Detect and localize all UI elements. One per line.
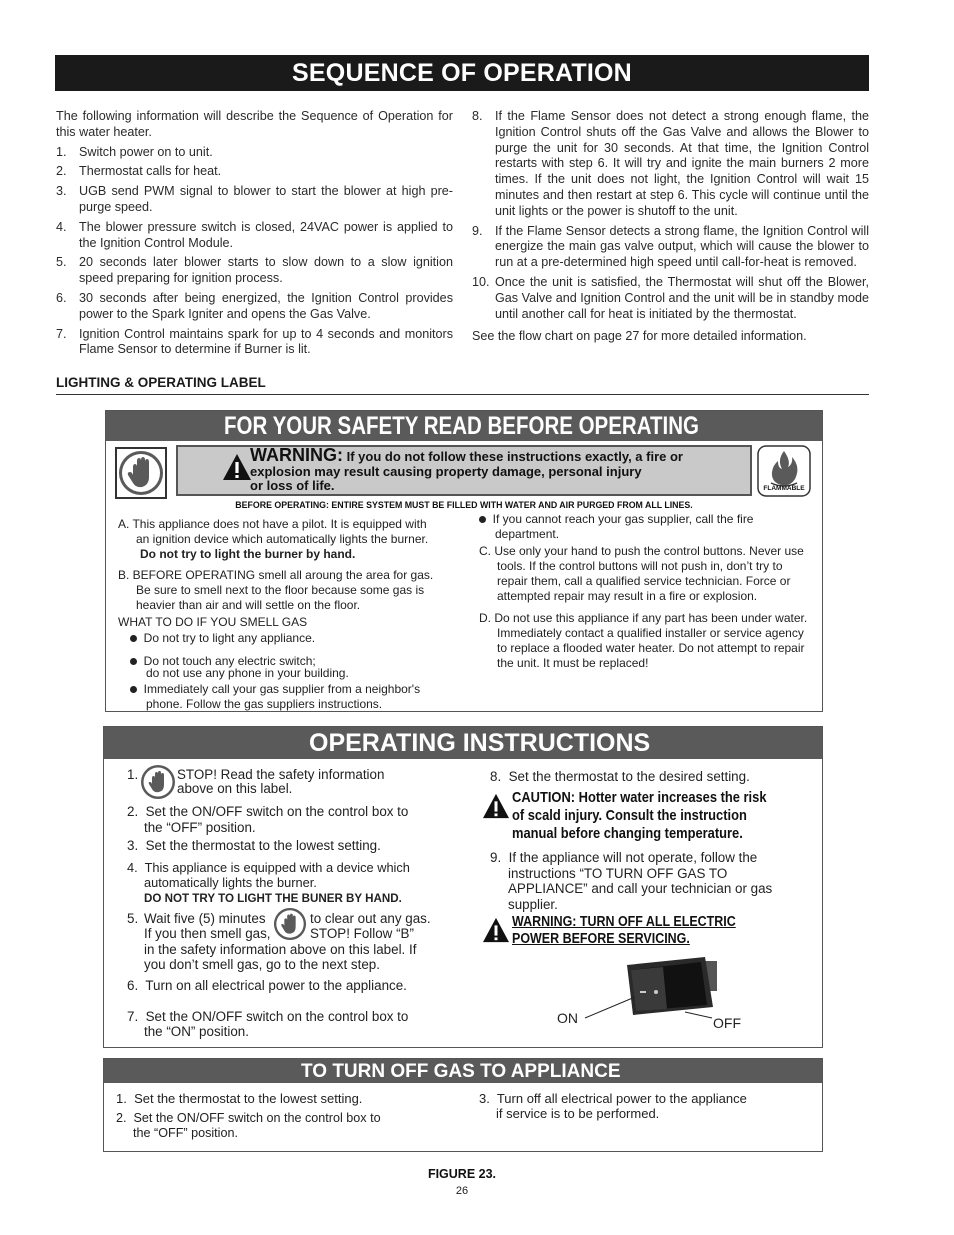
- caution-line-2: of scald injury. Consult the instruction: [512, 807, 747, 824]
- page-title: SEQUENCE OF OPERATION: [55, 55, 869, 91]
- sequence-right-column: [472, 109, 869, 345]
- step-text: Set the ON/OFF switch on the control box to: [133, 1111, 381, 1125]
- op-step-6: [127, 978, 457, 994]
- turn-off-left-steps: [116, 1091, 456, 1141]
- item-a-line1: A. This appliance does not have a pilot. It is equipped with: [118, 517, 427, 531]
- warning-line-3: or loss of life.: [250, 478, 335, 493]
- step-text: APPLIANCE” and call your technician or gas: [508, 881, 773, 896]
- warning-triangle-icon: [482, 917, 510, 948]
- bullet-dot: [130, 686, 137, 693]
- step-text: Wait five (5) minutes: [144, 911, 266, 926]
- service-warning-line-1: WARNING: TURN OFF ALL ELECTRIC: [512, 914, 736, 930]
- warning-line-2: explosion may result causing property damage, personal injury: [250, 463, 642, 479]
- bullet-2-line2: do not use any phone in your building.: [146, 666, 349, 680]
- operating-header-text: OPERATING INSTRUCTIONS: [309, 729, 651, 757]
- bullet-4-line2: department.: [495, 527, 560, 541]
- step-text: Set the ON/OFF switch on the control box to: [145, 1008, 409, 1024]
- switch-on-label: ON: [557, 1010, 578, 1026]
- step-text: UGB send PWM signal to blower to start the blower at high pre-purge speed.: [79, 184, 453, 214]
- rocker-switch-icon: [555, 945, 755, 1035]
- step-number: 6.: [127, 978, 139, 993]
- bullet-3-line2: phone. Follow the gas suppliers instructions.: [146, 697, 383, 711]
- step-number: 2.: [116, 1111, 127, 1125]
- step-number: 5.: [56, 255, 67, 270]
- step-text: Turn off all electrical power to the appliance: [496, 1091, 747, 1106]
- bullet-text: Do not touch any electric switch;: [143, 654, 316, 668]
- step-text: Switch power on to unit.: [79, 144, 213, 159]
- item-a-line2: an ignition device which automatically lights the burner.: [136, 532, 429, 546]
- step-text: instructions “TO TURN OFF GAS TO: [508, 865, 728, 881]
- sequence-step: [472, 224, 869, 271]
- caution-text: [512, 789, 808, 843]
- step-text: if service is to be performed.: [496, 1106, 660, 1121]
- turn-off-header-text: TO TURN OFF GAS TO APPLIANCE: [301, 1061, 621, 1082]
- bullet-dot: [130, 658, 137, 665]
- step-text: Set the thermostat to the desired setting.: [508, 769, 750, 784]
- step-text: the “ON” position.: [144, 1024, 249, 1039]
- item-d-line2: Immediately contact a qualified installer or service agency: [497, 626, 804, 640]
- item-c-line3: repair them, call a qualified service technician. Force or: [497, 574, 791, 588]
- flammable-label: FLAMMABLE: [763, 485, 805, 492]
- step-number: 3.: [56, 184, 67, 199]
- section-heading: LIGHTING & OPERATING LABEL: [56, 375, 266, 390]
- step-text: STOP! Follow “B”: [310, 926, 414, 941]
- step-number: 2.: [56, 164, 67, 179]
- caution-line-3: manual before changing temperature.: [512, 825, 743, 842]
- step-number: 9.: [490, 850, 502, 865]
- step-number: 4.: [127, 859, 138, 875]
- step-number: 10.: [472, 274, 490, 289]
- step-text: to clear out any gas.: [310, 911, 431, 926]
- stop-hand-icon: [140, 764, 176, 804]
- step-text: 20 seconds later blower starts to slow down to a slow ignition speed preparing for ignition process.: [79, 255, 453, 286]
- step-text: This appliance is equipped with a device which: [144, 859, 410, 875]
- sequence-step: [472, 275, 869, 322]
- step-text: automatically lights the burner.: [144, 875, 317, 890]
- step-number: 9.: [472, 223, 483, 238]
- op-step-8: [490, 769, 820, 785]
- safety-header: [106, 411, 822, 441]
- sequence-step: [56, 327, 453, 359]
- step-text: Thermostat calls for heat.: [79, 164, 222, 179]
- step-text: The blower pressure switch is closed, 24VAC power is applied to the Ignition Control Module.: [79, 219, 453, 250]
- step-number: 4.: [56, 219, 67, 234]
- step-text: DO NOT TRY TO LIGHT THE BUNER BY HAND.: [144, 891, 402, 905]
- sequence-left-column: [56, 109, 453, 358]
- bullet-dot: [479, 516, 486, 523]
- bullet-text: If you cannot reach your gas supplier, call the fire: [492, 512, 754, 526]
- bullet-item-3: [118, 682, 468, 697]
- safety-right-text: [479, 512, 819, 671]
- stop-hand-icon: [115, 447, 167, 499]
- section-divider: [56, 394, 869, 395]
- step-text: you don’t smell gas, go to the next step.: [144, 957, 380, 972]
- step-text: If the appliance will not operate, follow the: [508, 850, 758, 865]
- sequence-step: [56, 145, 453, 161]
- step-text: supplier.: [508, 896, 558, 912]
- step-number: 1.: [127, 767, 139, 782]
- item-b-line1: B. BEFORE OPERATING smell all aroung the area for gas.: [118, 568, 434, 582]
- step-text: Set the thermostat to the lowest setting.: [145, 838, 381, 853]
- bullet-item-4: [479, 512, 819, 527]
- switch-off-label: OFF: [713, 1015, 741, 1031]
- step-text: Turn on all electrical power to the appliance.: [145, 978, 407, 993]
- see-also-text: See the flow chart on page 27 for more detailed information.: [472, 329, 807, 344]
- step-number: 1.: [56, 144, 67, 159]
- step-text: Once the unit is satisfied, the Thermostat will shut off the Blower, Gas Valve and Ignition Control and the unit will be in standby mode until another call for heat is initiated by the thermostat.: [495, 274, 869, 321]
- bullet-text: Do not try to light any appliance.: [143, 631, 316, 645]
- step-number: 7.: [127, 1008, 139, 1024]
- turn-off-header: [104, 1059, 822, 1083]
- sequence-step: [56, 184, 453, 216]
- sequence-step: [56, 220, 453, 252]
- warning-line-1: If you do not follow these instructions exactly, a fire or: [346, 449, 683, 464]
- op-step-1: [127, 767, 457, 801]
- safety-left-text: [118, 517, 468, 712]
- step-text: If the Flame Sensor detects a strong flame, the Ignition Control will energize the main gas valve output, which will cause the blower to run at a pre-determined high speed until call-for-heat is removed.: [495, 223, 869, 270]
- warning-text: [250, 445, 750, 494]
- step-text: Set the ON/OFF switch on the control box to: [145, 804, 409, 819]
- item-c-line1: C. Use only your hand to push the control buttons. Never use: [479, 544, 804, 558]
- item-d-line1: D. Do not use this appliance if any part has been under water.: [479, 611, 808, 625]
- item-d-line3: to replace a flooded water heater. Do not attempt to repair: [497, 641, 805, 655]
- step-number: 6.: [56, 290, 67, 305]
- op-step-7: [127, 1009, 457, 1040]
- step-text: the “OFF” position.: [144, 819, 256, 835]
- steps-left-list: [56, 145, 453, 359]
- step-text: the “OFF” position.: [133, 1126, 238, 1140]
- intro-paragraph: The following information will describe the Sequence of Operation for this water heater.: [56, 109, 453, 139]
- what-to-do-heading: WHAT TO DO IF YOU SMELL GAS: [118, 615, 308, 629]
- operating-left-steps: [127, 767, 457, 1040]
- warning-triangle-icon: [222, 453, 252, 486]
- step-number: 3.: [479, 1091, 490, 1106]
- safety-header-text: FOR YOUR SAFETY READ BEFORE OPERATING: [224, 412, 699, 440]
- step-text: above on this label.: [177, 781, 293, 796]
- item-b-line3: heavier than air and will settle on the floor.: [136, 598, 361, 612]
- step-number: 8.: [490, 769, 502, 784]
- warning-word: WARNING:: [250, 445, 343, 465]
- step-number: 1.: [116, 1091, 127, 1106]
- steps-right-list: [472, 109, 869, 322]
- service-warning-line-2: POWER BEFORE SERVICING.: [512, 931, 690, 947]
- bullet-dot: [130, 635, 137, 642]
- step-number: 5.: [127, 911, 139, 926]
- op-step-5: [127, 911, 457, 973]
- op-step-2: [127, 804, 457, 835]
- service-warning-text: [512, 914, 772, 948]
- sequence-step: [56, 255, 453, 287]
- step-number: 2.: [127, 804, 139, 819]
- warning-box: [176, 445, 752, 496]
- item-b-line2: Be sure to smell next to the floor because some gas is: [136, 583, 425, 597]
- operating-header: [104, 727, 822, 759]
- bullet-item-1: [118, 631, 468, 646]
- step-text: 30 seconds after being energized, the Ignition Control provides power to the Spark Igniter and opens the Gas Valve.: [79, 290, 453, 321]
- step-text: STOP! Read the safety information: [177, 767, 385, 782]
- step-text: If you then smell gas,: [144, 926, 271, 941]
- op-step-4: [127, 860, 457, 907]
- warning-triangle-icon: [482, 793, 510, 824]
- page-number: 26: [455, 1185, 469, 1197]
- flammable-icon: [757, 445, 811, 497]
- sequence-step: [56, 291, 453, 323]
- step-text: If the Flame Sensor does not detect a strong enough flame, the Ignition Control shuts off the Gas Valve and allows the Blower to purge the unit for 30 seconds. At that time, the Ignition Control restarts with step 6. It will try and ignite the main burners 2 more times. If the unit does not light, the Ignition Control will wait 15 minutes and then restart at step 6. This cycle will continue until the unit lights or the power is shutoff to the unit.: [495, 109, 869, 218]
- item-d-line4: the unit. It must be replaced!: [497, 656, 649, 670]
- bullet-text: Immediately call your gas supplier from a neighbor's: [143, 682, 421, 696]
- step-number: 3.: [127, 838, 139, 853]
- turn-off-step-3: [479, 1091, 819, 1121]
- item-c-line2: tools. If the control buttons will not push in, don’t try to: [497, 559, 783, 573]
- step-text: in the safety information above on this label. If: [144, 942, 417, 957]
- item-c-line4: attempted repair may result in a fire or explosion.: [497, 589, 758, 603]
- before-operating-note: BEFORE OPERATING: ENTIRE SYSTEM MUST BE FILLED WITH WATER AND AIR PURGED FROM ALL LINES.: [235, 500, 693, 510]
- item-a-line3: Do not try to light the burner by hand.: [140, 547, 356, 561]
- op-step-3: [127, 838, 457, 854]
- op-step-9: [490, 850, 820, 912]
- turn-off-step-2: [116, 1111, 456, 1141]
- step-number: 8.: [472, 109, 483, 123]
- step-number: 7.: [56, 326, 67, 341]
- sequence-step: [472, 109, 869, 220]
- sequence-step: [56, 164, 453, 180]
- figure-caption: FIGURE 23.: [427, 1167, 497, 1181]
- step-text: Set the thermostat to the lowest setting.: [134, 1091, 363, 1106]
- turn-off-step-1: [116, 1091, 456, 1106]
- stop-hand-icon: [273, 907, 307, 945]
- step-text: Ignition Control maintains spark for up to 4 seconds and monitors Flame Sensor to determine if Burner is lit.: [79, 326, 453, 357]
- caution-line-1: CAUTION: Hotter water increases the risk: [512, 789, 767, 806]
